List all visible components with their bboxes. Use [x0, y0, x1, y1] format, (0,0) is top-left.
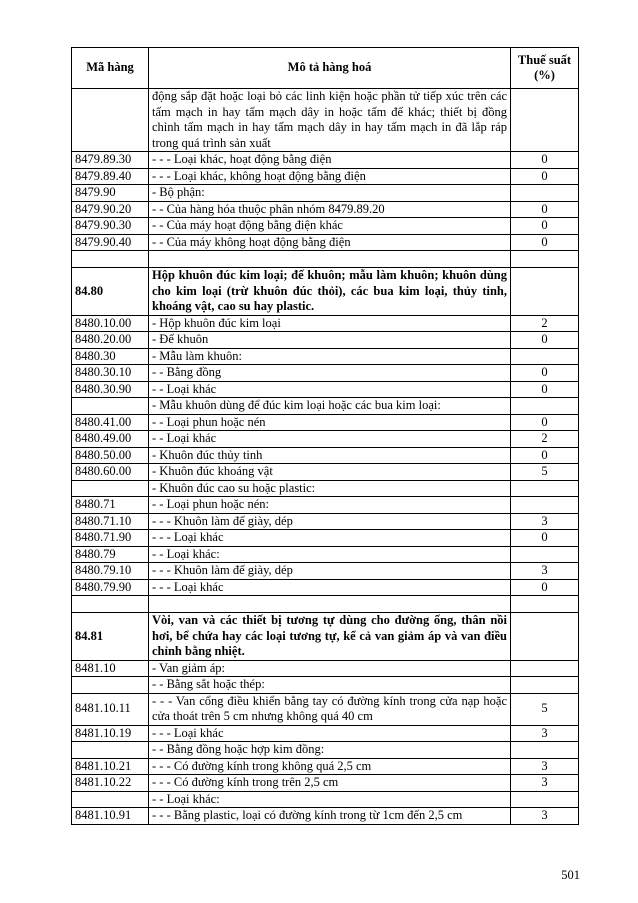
table-row [72, 513, 579, 530]
code-cell: 8480.49.00 [72, 431, 149, 448]
heading-row [72, 268, 579, 316]
description-cell: - - Loại phun hoặc nén [149, 414, 511, 431]
description-cell: - - - Loại khác [149, 530, 511, 547]
table-row [72, 497, 579, 514]
description-cell: - Đế khuôn [149, 332, 511, 349]
code-cell: 8481.10.19 [72, 725, 149, 742]
code-cell: 8479.90 [72, 185, 149, 202]
code-cell: 8480.60.00 [72, 464, 149, 481]
rate-cell [511, 480, 579, 497]
rate-cell: 0 [511, 579, 579, 596]
description-cell: - - Của máy hoạt động bằng điện khác [149, 218, 511, 235]
description-cell: - - - Loại khác, hoạt động bằng điện [149, 152, 511, 169]
table-row [72, 725, 579, 742]
table-row [72, 365, 579, 382]
description-cell: - - Loại khác: [149, 791, 511, 808]
code-cell: 8481.10.91 [72, 808, 149, 825]
code-cell: 8481.10.11 [72, 693, 149, 725]
table-row [72, 742, 579, 759]
rate-cell: 3 [511, 563, 579, 580]
table-row [72, 480, 579, 497]
table-row [72, 218, 579, 235]
code-cell: 8480.10.00 [72, 315, 149, 332]
rate-cell [511, 742, 579, 759]
code-cell: 8480.30.10 [72, 365, 149, 382]
description-cell: - - - Loại khác, không hoạt động bằng điện [149, 168, 511, 185]
description-cell: - Khuôn đúc khoáng vật [149, 464, 511, 481]
code-cell: 8480.50.00 [72, 447, 149, 464]
table-row [72, 234, 579, 251]
description-cell: - Van giảm áp: [149, 660, 511, 677]
description-cell: - Khuôn đúc thủy tinh [149, 447, 511, 464]
rate-cell [511, 185, 579, 202]
code-cell [72, 791, 149, 808]
table-row [72, 431, 579, 448]
description-cell: - - - Bằng plastic, loại có đường kính trong từ 1cm đến 2,5 cm [149, 808, 511, 825]
description-cell: - Bộ phận: [149, 185, 511, 202]
description-cell: - - Bằng đồng hoặc hợp kim đồng: [149, 742, 511, 759]
code-cell: 8479.90.20 [72, 201, 149, 218]
description-cell: - - Bằng sắt hoặc thép: [149, 677, 511, 694]
table-body [72, 89, 579, 825]
description-cell: - - Loại khác: [149, 546, 511, 563]
rate-cell: 0 [511, 414, 579, 431]
code-cell [72, 398, 149, 415]
rate-cell: 0 [511, 152, 579, 169]
description-cell: Hộp khuôn đúc kim loại; đế khuôn; mẫu làm khuôn; khuôn dùng cho kim loại (trừ khuôn đúc thỏi), các bua kim loại, thủy tinh, khoáng vật, cao su hay plastic. [149, 268, 511, 316]
table-row [72, 464, 579, 481]
table-row [72, 414, 579, 431]
description-cell: - - - Loại khác [149, 579, 511, 596]
code-cell: 8480.20.00 [72, 332, 149, 349]
table-row [72, 758, 579, 775]
description-cell: Vòi, van và các thiết bị tương tự dùng cho đường ống, thân nồi hơi, bể chứa hay các loại tương tự, kể cả van giảm áp và van điều chỉnh bằng nhiệt. [149, 613, 511, 661]
description-cell: - - Của hàng hóa thuộc phân nhóm 8479.89.20 [149, 201, 511, 218]
code-cell [72, 89, 149, 152]
code-cell: 8480.71.10 [72, 513, 149, 530]
rate-cell [511, 398, 579, 415]
spacer-row [72, 251, 579, 268]
heading-row [72, 613, 579, 661]
table-row [72, 791, 579, 808]
description-cell: - - Bằng đồng [149, 365, 511, 382]
code-cell: 8479.90.40 [72, 234, 149, 251]
rate-cell: 0 [511, 218, 579, 235]
tariff-table [71, 47, 579, 825]
rate-cell: 0 [511, 201, 579, 218]
table-row [72, 530, 579, 547]
rate-cell [511, 348, 579, 365]
rate-cell: 0 [511, 168, 579, 185]
code-cell: 8479.89.30 [72, 152, 149, 169]
description-cell: - Hộp khuôn đúc kim loại [149, 315, 511, 332]
table-row [72, 693, 579, 725]
code-cell: 8479.89.40 [72, 168, 149, 185]
rate-cell [511, 251, 579, 268]
code-cell: 84.81 [72, 613, 149, 661]
spacer-row [72, 596, 579, 613]
code-cell: 8480.71 [72, 497, 149, 514]
code-cell [72, 251, 149, 268]
rate-cell: 0 [511, 381, 579, 398]
code-cell: 8480.79.10 [72, 563, 149, 580]
rate-cell: 2 [511, 431, 579, 448]
table-row [72, 808, 579, 825]
rate-cell [511, 497, 579, 514]
rate-cell: 5 [511, 464, 579, 481]
code-cell: 8479.90.30 [72, 218, 149, 235]
page-number: 501 [561, 868, 580, 882]
rate-cell: 0 [511, 332, 579, 349]
table-row [72, 185, 579, 202]
description-cell: - - - Có đường kính trong trên 2,5 cm [149, 775, 511, 792]
table-row [72, 546, 579, 563]
description-cell: - Mẫu khuôn dùng để đúc kim loại hoặc các bua kim loại: [149, 398, 511, 415]
description-cell: - - Loại khác [149, 381, 511, 398]
rate-cell: 3 [511, 775, 579, 792]
description-cell: - - Của máy không hoạt động bằng điện [149, 234, 511, 251]
rate-cell: 0 [511, 365, 579, 382]
code-cell: 8481.10.22 [72, 775, 149, 792]
rate-cell: 5 [511, 693, 579, 725]
header-code: Mã hàng [72, 48, 149, 89]
table-row [72, 89, 579, 152]
description-cell: - - Loại phun hoặc nén: [149, 497, 511, 514]
table-row [72, 315, 579, 332]
header-rate: Thuế suất (%) [511, 48, 579, 89]
code-cell: 8480.79 [72, 546, 149, 563]
code-cell: 84.80 [72, 268, 149, 316]
code-cell [72, 596, 149, 613]
header-description: Mô tả hàng hoá [149, 48, 511, 89]
rate-cell [511, 791, 579, 808]
rate-cell [511, 660, 579, 677]
code-cell: 8481.10 [72, 660, 149, 677]
description-cell: - - Loại khác [149, 431, 511, 448]
table-row [72, 201, 579, 218]
table-row [72, 660, 579, 677]
table-row [72, 152, 579, 169]
code-cell [72, 480, 149, 497]
code-cell: 8480.79.90 [72, 579, 149, 596]
table-row [72, 332, 579, 349]
table-row [72, 563, 579, 580]
rate-cell [511, 268, 579, 316]
code-cell [72, 677, 149, 694]
description-cell: - Mẫu làm khuôn: [149, 348, 511, 365]
table-row [72, 579, 579, 596]
table-row [72, 381, 579, 398]
rate-cell [511, 613, 579, 661]
rate-cell: 0 [511, 234, 579, 251]
rate-cell: 0 [511, 530, 579, 547]
rate-cell [511, 596, 579, 613]
table-row [72, 775, 579, 792]
rate-cell: 2 [511, 315, 579, 332]
table-row [72, 398, 579, 415]
description-cell: - - - Loại khác [149, 725, 511, 742]
description-cell: - - - Van cổng điều khiển bằng tay có đường kính trong cửa nạp hoặc cửa thoát trên 5 cm nhưng không quá 40 cm [149, 693, 511, 725]
table-header-row [72, 48, 579, 89]
description-cell [149, 596, 511, 613]
rate-cell [511, 677, 579, 694]
rate-cell [511, 89, 579, 152]
table-row [72, 348, 579, 365]
description-cell: - - - Khuôn làm đế giày, dép [149, 563, 511, 580]
table-row [72, 677, 579, 694]
rate-cell: 3 [511, 808, 579, 825]
description-cell: động sắp đặt hoặc loại bỏ các linh kiện hoặc phần tử tiếp xúc trên các tấm mạch in hay tấm mạch dây in hoặc tấm đế khác; thiết bị đồng chỉnh tấm mạch in hay tấm mạch dây in hay tấm mạch in đã lắp ráp trong quá trình sản xuất [149, 89, 511, 152]
description-cell: - - - Khuôn làm đế giày, dép [149, 513, 511, 530]
code-cell: 8480.30.90 [72, 381, 149, 398]
code-cell: 8480.71.90 [72, 530, 149, 547]
code-cell [72, 742, 149, 759]
description-cell: - - - Có đường kính trong không quá 2,5 cm [149, 758, 511, 775]
code-cell: 8480.30 [72, 348, 149, 365]
table-row [72, 447, 579, 464]
rate-cell: 3 [511, 725, 579, 742]
description-cell [149, 251, 511, 268]
table-row [72, 168, 579, 185]
rate-cell: 0 [511, 447, 579, 464]
description-cell: - Khuôn đúc cao su hoặc plastic: [149, 480, 511, 497]
rate-cell: 3 [511, 758, 579, 775]
rate-cell [511, 546, 579, 563]
code-cell: 8481.10.21 [72, 758, 149, 775]
rate-cell: 3 [511, 513, 579, 530]
code-cell: 8480.41.00 [72, 414, 149, 431]
